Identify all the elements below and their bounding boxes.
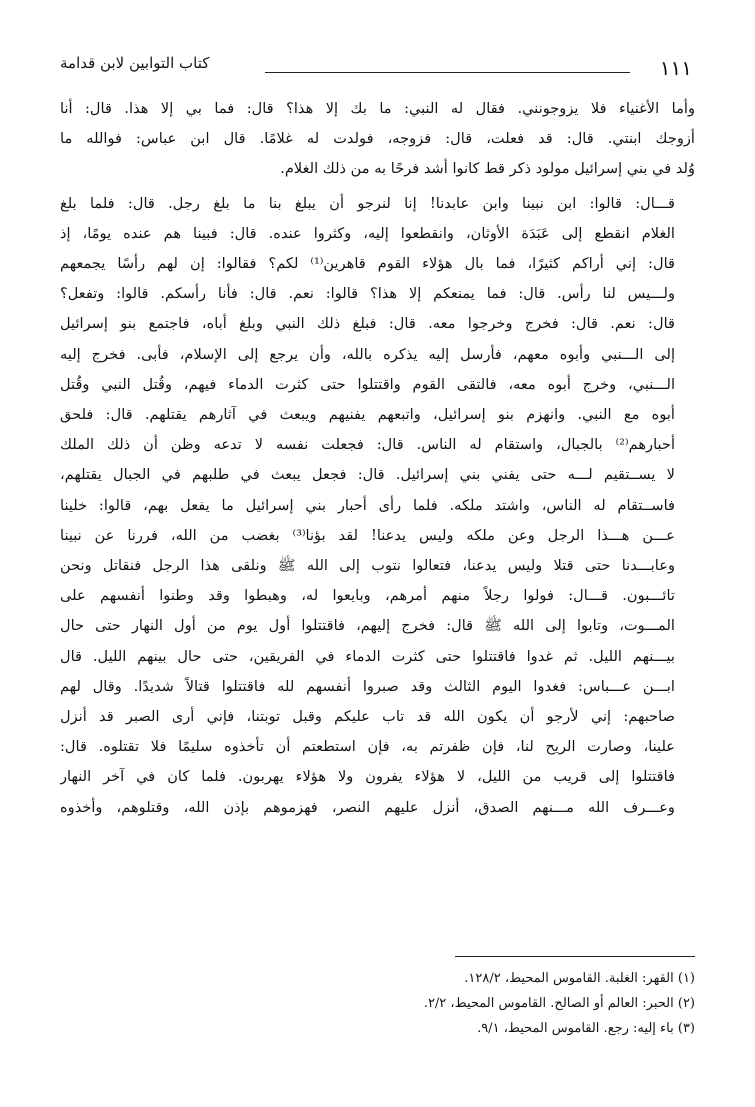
text-line: إلى الـــنبي وأبوه معهم، فأرسل إليه يذكره بالله، وأن يرجع إلى الإسلام، فأبى. فخرج إليه <box>60 345 675 363</box>
text-line: وعابـــدنا حتى قتلا وليس يدعنا، فتعالوا نتوب إلى الله ﷺ ونلقى هذا الرجل فنقاتل ونحن <box>60 557 675 575</box>
footnote-rule <box>455 956 695 957</box>
text-line: لا يســتقيم لـــه حتى يفني بني إسرائيل. قال: فجعل يبعث في طلبهم في الجبال يقتلهم، <box>60 466 675 484</box>
running-title: كتاب التوابين لابن قدامة <box>60 54 210 72</box>
text-line: تائـــبون. قـــال: فولوا رجلاً منهم أمرهم، وبايعوا له، وهبطوا وقد وطنوا أنفسهم على <box>60 587 675 605</box>
text-line: قال: إني أراكم كثيرًا، فما بال هؤلاء القوم قاهرين⁽¹⁾ لكم؟ فقالوا: إن لهم رأسًا يجمعهم <box>60 255 676 273</box>
text-line: أحبارهم⁽²⁾ بالجبال، واستقام له الناس. قال: فجعلت نفسه لا تدعه وظن أن ذلك الملك <box>60 436 675 454</box>
footnote-3: (٣) باء إليه: رجع. القاموس المحيط، ٩/١. <box>477 1021 695 1036</box>
text-line: بيـــنهم الليل. ثم غدوا فاقتتلوا حتى كثرت الدماء في الفريقين، حتى حال بينهم الليل. قال <box>60 647 675 665</box>
text-line: المـــوت، وتابوا إلى الله ﷺ قال: فخرج إليهم، فاقتتلوا أول يوم من أول النهار حتى حال <box>60 617 675 635</box>
text-line: ابـــن عـــباس: فغدوا اليوم الثالث وقد صبروا أنفسهم لله فاقتتلوا قتالاً شديدًا. وقال لهم <box>60 677 675 695</box>
text-line: علينا، وصارت الريح لنا، فإن ظفرتم به، فإن استطعتم أن تأخذوه سليمًا فلا تقتلوه. قال: <box>60 738 675 756</box>
text-line: فاســتقام له الناس، واشتد ملكه. فلما رأى أحبار بني إسرائيل ما يفعل بهم، قالوا: خلينا <box>60 496 675 514</box>
text-line: صاحبهم: إني لأرجو أن يكون الله قد تاب عليكم وقبل توبتنا، فإني أرى الصبر قد أنزل <box>60 708 675 726</box>
text-line: وُلد في بني إسرائيل مولود ذكر قط كانوا أشد فرحًا به من ذلك الغلام. <box>280 160 695 178</box>
page-header <box>60 50 700 86</box>
text-line: قال: نعم. قال: فخرج وخرجوا معه. قال: فبلغ ذلك النبي وبلغ أباه، فاجتمع بنو إسرائيل <box>60 315 675 333</box>
text-line: فاقتتلوا إلى قريب من الليل، لا هؤلاء يفرون ولا هؤلاء يهربون. فلما كان في آخر النهار <box>60 768 675 786</box>
footnote-2: (٢) الحبر: العالم أو الصالح. القاموس المحيط، ٢/٢. <box>423 996 695 1011</box>
header-rule <box>265 72 630 73</box>
text-line: وعـــرف الله مـــنهم الصدق، أنزل عليهم النصر، فهزموهم بإذن الله، وقتلوهم، وأخذوه <box>60 798 675 816</box>
text-line: عـــن هـــذا الرجل وعن ملكه وليس يدعنا! لقد بؤنا⁽³⁾ بغضب من الله، فررنا عن نبينا <box>60 526 675 544</box>
text-line: ولـــيس لنا رأس. قال: فما يمنعكم إلا هذا؟ قالوا: نعم. قال: فأنا رأسكم. قالوا: وتفعل؟ <box>60 285 675 303</box>
text-line: الـــنبي، وخرج أبوه معه، فالتقى القوم واقتتلوا حتى كثرت الدماء فيهم، وقُتل النبي وقُتل <box>60 375 675 393</box>
paragraph-1 <box>60 94 695 185</box>
footnote-1: (١) القهر: الغلبة. القاموس المحيط، ١٢٨/٢. <box>464 971 695 986</box>
body-text <box>60 94 695 823</box>
footnotes <box>60 966 695 1041</box>
text-line: أزوجك ابنتي. قال: قد فعلت، قال: فزوجه، فولدت له غلامًا. قال ابن عباس: فوالله ما <box>60 130 695 148</box>
page-number: ١١١ <box>659 56 692 80</box>
paragraph-2 <box>60 189 695 823</box>
text-line: الغلام انقطع إلى عَبَدَة الأوثان، وانقطعوا إليه، وكثروا عنده. قال: فبينا هم عنده يومًا، إذ <box>60 224 675 242</box>
text-line: وأما الأغنياء فلا يزوجونني. فقال له النبي: ما بك إلا هذا؟ قال: فما بي إلا هذا. قال: أنا <box>60 100 695 117</box>
text-line: قـــال: قالوا: ابن نبينا وابن عابدنا! إنا لنرجو أن يبلغ بنا ما بلغ رجل. قال: فلما بلغ <box>60 194 675 212</box>
text-line: أبوه مع النبي. وانهزم بنو إسرائيل، واتبعهم يفنيهم ويبعث في آثارهم يقتلهم. قال: فلحق <box>60 406 675 424</box>
